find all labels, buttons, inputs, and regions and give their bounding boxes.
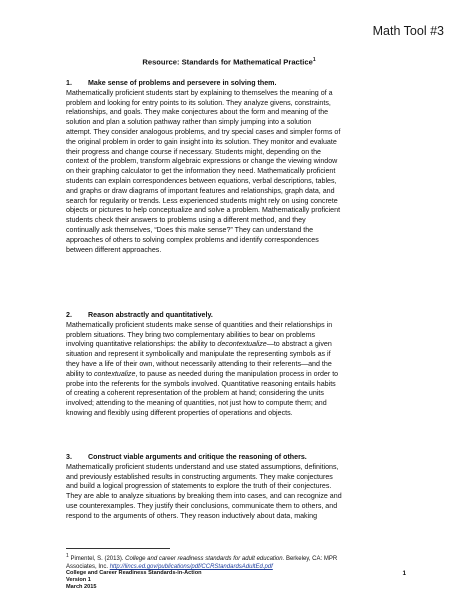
page-number: 1 — [402, 570, 406, 577]
body-line: They are able to analyze situations by breaking them into cases, and can recognize and — [66, 492, 342, 501]
section-heading — [66, 79, 406, 89]
body-line: on their graphing calculator to get the information they need. Mathematically proficient — [66, 167, 336, 176]
footnote-marker: 1 — [66, 553, 69, 559]
section-number: 3. — [66, 453, 72, 461]
body-line: Mathematically proficient students start by explaining to themselves the meaning of a — [66, 88, 333, 97]
body-line: students can explain correspondences between equations, verbal descriptions, tables, — [66, 176, 337, 185]
body-line: problem and looking for entry points to its solution. They analyze givens, constraints, — [66, 98, 331, 107]
section-heading — [66, 311, 406, 321]
body-line: they have a life of their own, without necessarily attending to their referents—and the — [66, 359, 332, 368]
page-footer — [66, 570, 202, 590]
section-number: 2. — [66, 311, 72, 319]
body-line: approaches of others to solving complex problems and identify correspondences — [66, 235, 319, 244]
footnote-line2-prefix: Associates, Inc. — [66, 564, 109, 570]
section-title: Construct viable arguments and critique the reasoning of others. — [88, 453, 307, 461]
body-line: and graphs or draw diagrams of important features and relationships, graph data, and — [66, 186, 335, 195]
body-line: involved; attending to the meaning of quantities, not just how to compute them; and — [66, 399, 327, 408]
body-line: and previously established results in constructing arguments. They make conjectures — [66, 472, 333, 481]
title-text: Resource: Standards for Mathematical Practice — [142, 57, 313, 67]
section-1 — [66, 79, 406, 255]
footnote-text-after: Berkeley, CA: MPR — [285, 556, 338, 562]
body-line: search for regularity or trends. Less experienced students might rely on using concrete — [66, 196, 338, 205]
footnote-divider — [66, 548, 170, 549]
footnote — [66, 552, 406, 571]
body-line: solution and plan a solution pathway rather than simply jumping into a solution — [66, 118, 312, 127]
body-line: continually ask themselves, “Does this make sense?” They can understand the — [66, 225, 314, 234]
title-footnote-marker: 1 — [312, 57, 316, 63]
body-line: relationships, and goals. They make conjectures about the form and meaning of the — [66, 108, 329, 117]
section-body — [66, 89, 406, 256]
body-line: context of the problem, transform algebraic expressions or change the viewing window — [66, 157, 338, 166]
math-tool-label: Math Tool #3 — [372, 24, 444, 38]
section-2 — [66, 311, 406, 419]
body-line: probe into the referents for the symbols involved. Quantitative reasoning entails habits — [66, 379, 336, 388]
body-line: situation and represent it symbolically and manipulate the representing symbols as if — [66, 350, 331, 359]
body-line: students check their answers to problems using a different method, and they — [66, 216, 306, 225]
footnote-link[interactable]: http://lincs.ed.gov/publications/pdf/CCRStandardsAdultEd.pdf — [109, 564, 273, 570]
section-title: Reason abstractly and quantitatively. — [88, 311, 213, 319]
body-line: respond to the arguments of others. They reason inductively about data, making — [66, 511, 318, 520]
body-line: Mathematically proficient students understand and use stated assumptions, definitions, — [66, 462, 339, 471]
body-line: attempt. They consider analogous problems, and try special cases and simpler forms of — [66, 127, 341, 136]
section-title: Make sense of problems and persevere in solving them. — [88, 79, 277, 87]
section-number: 1. — [66, 79, 72, 87]
body-line: their progress and change course if necessary. Students might, depending on the — [66, 147, 322, 156]
section-body — [66, 463, 406, 522]
body-line: use counterexamples. They justify their conclusions, communicate them to others, and — [66, 501, 338, 510]
footer-line-2: Version 1 — [66, 576, 91, 583]
body-line: of creating a coherent representation of the problem at hand; considering the units — [66, 389, 324, 398]
section-heading — [66, 453, 406, 463]
body-line: and build a logical progression of statements to explore the truth of their conjectures. — [66, 482, 332, 491]
body-line: between different approaches. — [66, 245, 162, 254]
body-line: problem situations. They bring two complementary abilities to bear on problems — [66, 330, 316, 339]
body-line: objects or pictures to help conceptualize and solve a problem. Mathematically proficient — [66, 206, 341, 215]
section-body — [66, 321, 406, 419]
footer-line-1: College and Career Readiness Standards-in-Action — [66, 570, 202, 576]
section-3 — [66, 453, 406, 522]
page-title — [0, 57, 458, 67]
footnote-title: College and career readiness standards for adult education. — [125, 556, 285, 562]
footnote-text-before: Pimentel, S. (2013). — [70, 556, 124, 562]
body-line: knowing and flexibly using different properties of operations and objects. — [66, 408, 293, 417]
body-line: Mathematically proficient students make sense of quantities and their relationships in — [66, 320, 333, 329]
body-line: ability to contextualize, to pause as needed during the manipulation process in order to — [66, 369, 339, 378]
footer-line-3: March 2015 — [66, 583, 97, 590]
body-line: involving quantitative relationships: the ability to decontextualize—to abstract a given — [66, 340, 332, 349]
body-line: the original problem in order to gain insight into its solution. They monitor and evaluate — [66, 137, 337, 146]
